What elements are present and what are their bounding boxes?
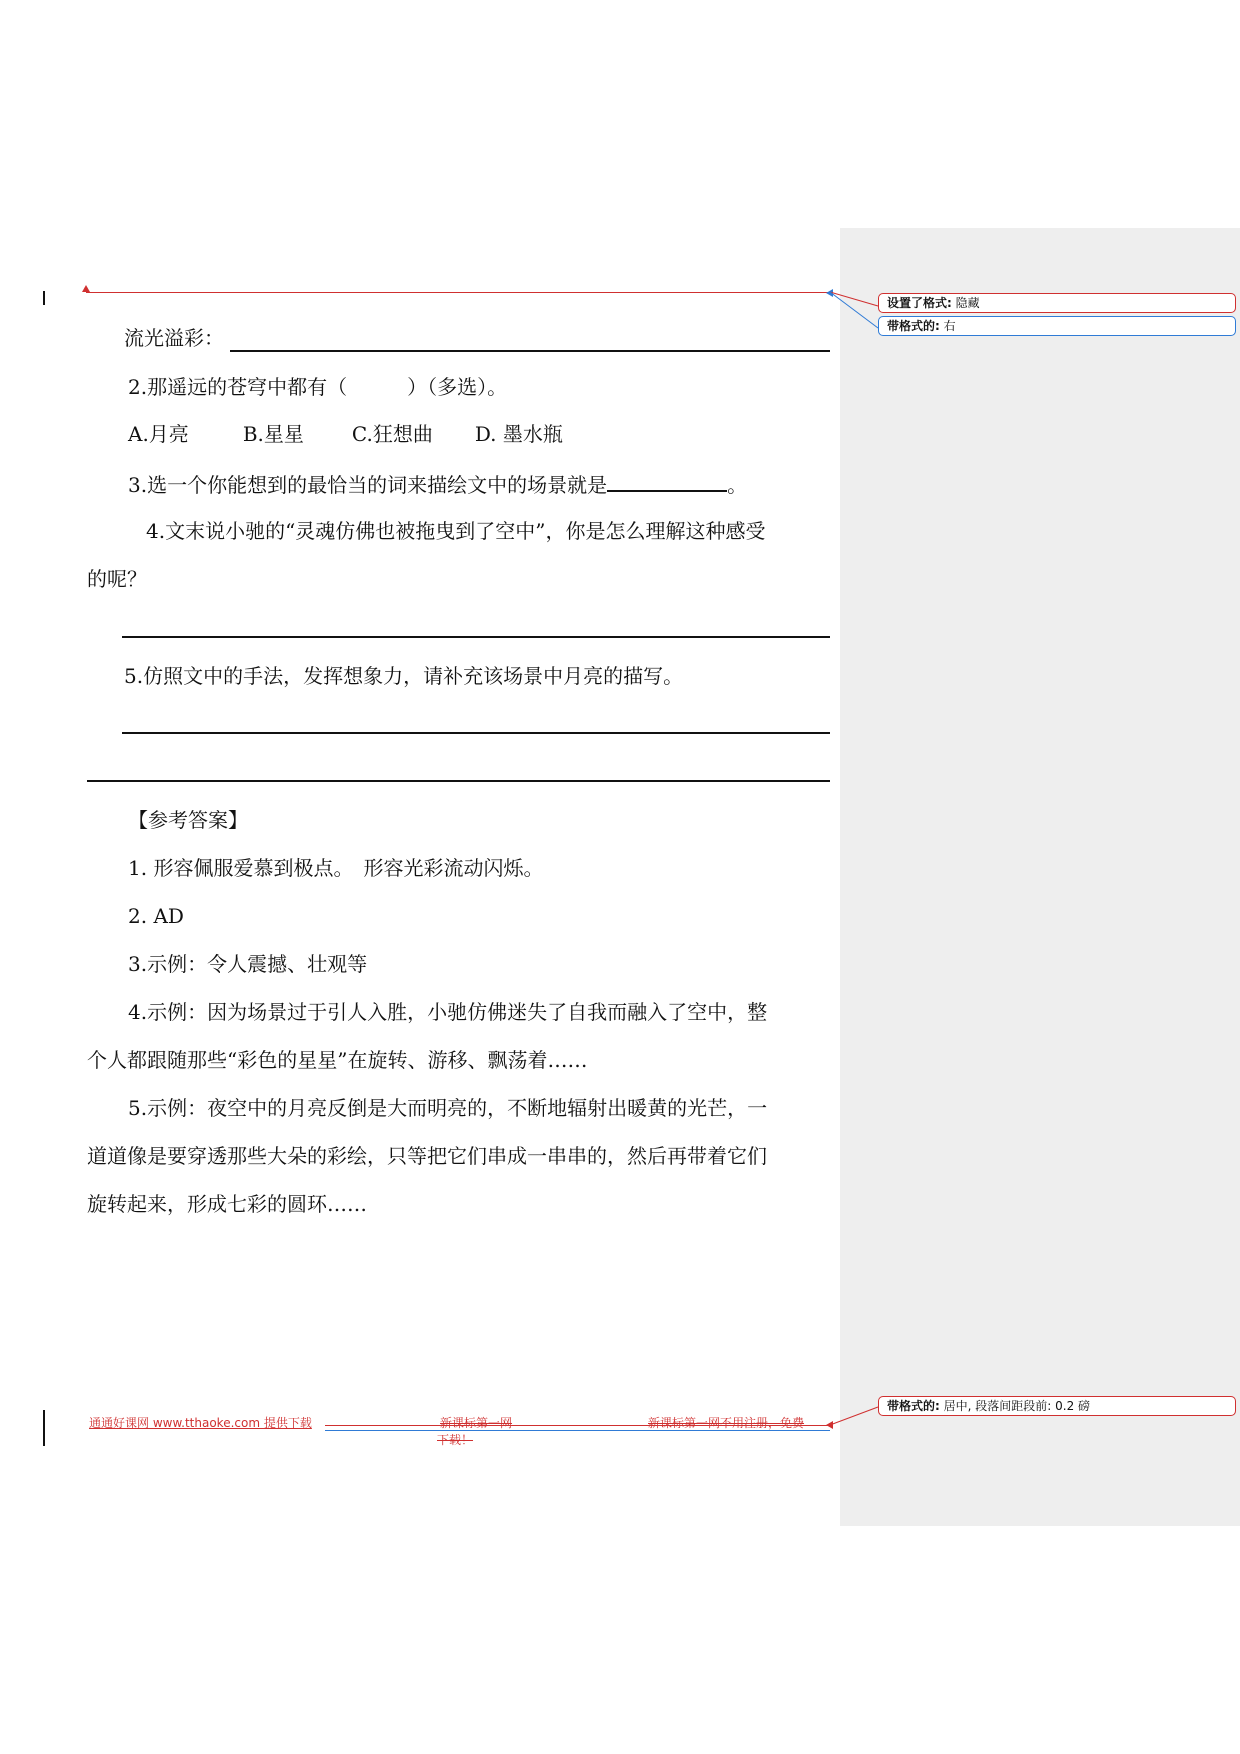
option-a: A.月亮 xyxy=(128,422,189,446)
comment-3-value: 居中, 段落间距段前: 0.2 磅 xyxy=(943,1399,1091,1413)
comment-balloon-3[interactable] xyxy=(878,1396,1236,1416)
footer-deletion-line xyxy=(325,1425,830,1426)
footer-middle-line-2: 下载！ xyxy=(437,1433,474,1447)
question-5-answer-blank-2[interactable] xyxy=(87,780,830,782)
answer-5-line-2: 道道像是要穿透那些大朵的彩绘，只等把它们串成一串串的，然后再带着它们 xyxy=(87,1144,767,1168)
question-1-answer-blank[interactable] xyxy=(230,350,830,352)
comment-connector-1 xyxy=(86,292,830,293)
question-3-answer-blank[interactable] xyxy=(607,470,727,492)
footer-left-link[interactable]: 通通好课网 www.tthaoke.com 提供下载 xyxy=(89,1416,312,1430)
comment-connector-lines xyxy=(826,286,882,336)
question-3 xyxy=(128,470,747,498)
question-4-line-1: 4.文末说小驰的“灵魂仿佛也被拖曳到了空中”，你是怎么理解这种感受 xyxy=(146,519,766,543)
comment-1-label: 设置了格式: xyxy=(887,296,952,310)
comment-2-value: 右 xyxy=(943,319,956,333)
comment-3-label: 带格式的: xyxy=(887,1399,940,1413)
change-bar-footer xyxy=(43,1410,45,1446)
answer-4-line-2: 个人都跟随那些“彩色的星星”在旋转、游移、飘荡着…… xyxy=(87,1048,588,1072)
answers-heading: 【参考答案】 xyxy=(128,808,248,832)
question-4-line-2: 的呢？ xyxy=(87,567,147,591)
comment-connector-line-3 xyxy=(826,1400,882,1430)
comment-1-value: 隐藏 xyxy=(955,296,980,310)
footer-right-text: 新课标第一网不用注册，免费 xyxy=(648,1416,805,1430)
option-b: B.星星 xyxy=(242,422,304,446)
answer-3: 3.示例：令人震撼、壮观等 xyxy=(128,952,368,976)
option-c: C.狂想曲 xyxy=(351,422,433,446)
question-3-text: 3.选一个你能想到的最恰当的词来描绘文中的场景就是 xyxy=(128,473,608,497)
comment-2-label: 带格式的: xyxy=(887,319,940,333)
question-1-word: 流光溢彩： xyxy=(124,326,224,350)
comment-balloon-2[interactable] xyxy=(878,316,1236,336)
answer-1: 1. 形容佩服爱慕到极点。 形容光彩流动闪烁。 xyxy=(128,856,544,880)
answer-5-line-1: 5.示例：夜空中的月亮反倒是大而明亮的，不断地辐射出暖黄的光芒，一 xyxy=(128,1096,768,1120)
footer-middle-line-1: 新课标第一网 xyxy=(440,1416,513,1430)
answer-2: 2. AD xyxy=(128,904,184,928)
comment-markup-pane xyxy=(840,228,1240,1526)
footer-format-line xyxy=(325,1430,830,1431)
answer-5-line-3: 旋转起来，形成七彩的圆环…… xyxy=(87,1192,367,1216)
change-bar-top xyxy=(43,291,45,305)
question-2-options xyxy=(128,421,563,447)
comment-balloon-1[interactable] xyxy=(878,293,1236,313)
question-5-answer-blank-1[interactable] xyxy=(122,732,830,734)
question-3-end: 。 xyxy=(727,473,748,497)
option-d: D. 墨水瓶 xyxy=(474,422,563,446)
answer-4-line-1: 4.示例：因为场景过于引人入胜，小驰仿佛迷失了自我而融入了空中，整 xyxy=(128,1000,768,1024)
format-marker-icon xyxy=(82,285,90,292)
question-5: 5.仿照文中的手法，发挥想象力，请补充该场景中月亮的描写。 xyxy=(124,664,684,688)
question-4-answer-blank[interactable] xyxy=(122,636,830,638)
question-2: 2.那遥远的苍穹中都有（ ）（多选）。 xyxy=(128,375,508,399)
